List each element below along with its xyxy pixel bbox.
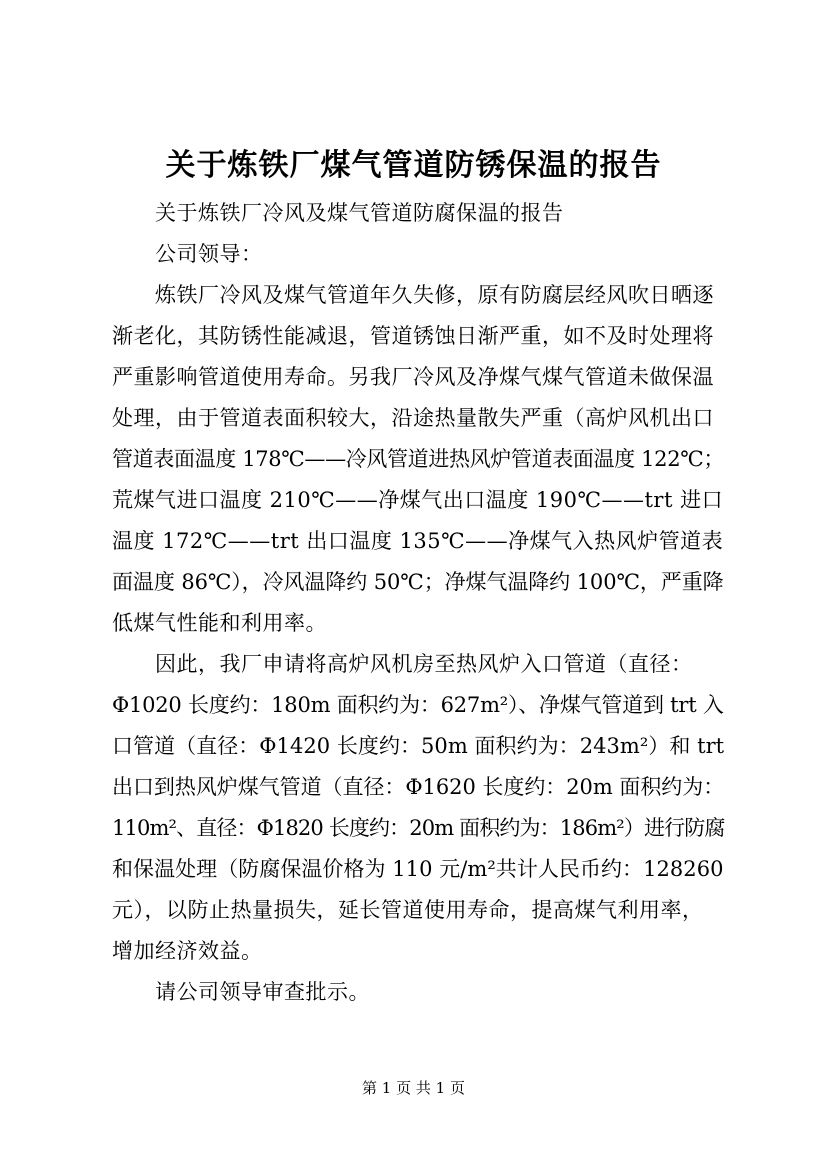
paragraph-1-line: 管道表面温度 178℃——冷风管道进热风炉管道表面温度 122℃； <box>112 447 724 471</box>
document-body <box>112 193 724 1013</box>
page-footer: 第 1 页 共 1 页 <box>362 1079 465 1097</box>
paragraph-1-line: 面温度 86℃），冷风温降约 50℃；净煤气温降约 100℃，严重降 <box>112 570 724 594</box>
paragraph-1-line: 荒煤气进口温度 210℃——净煤气出口温度 190℃——trt 进口 <box>112 488 724 512</box>
closing-line: 请公司领导审查批示。 <box>155 980 370 1004</box>
paragraph-2-line: 口管道（直径：Φ1420 长度约：50m 面积约为：243m²）和 trt <box>112 734 725 758</box>
paragraph-2-line: 和保温处理（防腐保温价格为 110 元/m²共计人民币约：128260 <box>112 857 724 881</box>
paragraph-2-line: 因此，我厂申请将高炉风机房至热风炉入口管道（直径： <box>155 652 693 676</box>
subtitle: 关于炼铁厂冷风及煤气管道防腐保温的报告 <box>155 201 564 225</box>
salutation: 公司领导： <box>155 242 263 266</box>
paragraph-1-line: 温度 172℃——trt 出口温度 135℃——净煤气入热风炉管道表 <box>112 529 724 553</box>
paragraph-2-line: Φ1020 长度约：180m 面积约为：627m²）、净煤气管道到 trt 入 <box>112 693 724 717</box>
paragraph-1-line: 严重影响管道使用寿命。另我厂冷风及净煤气煤气管道未做保温 <box>112 365 714 389</box>
paragraph-1-line: 炼铁厂冷风及煤气管道年久失修，原有防腐层经风吹日晒逐 <box>155 283 714 307</box>
paragraph-2-line: 元），以防止热量损失，延长管道使用寿命，提高煤气利用率， <box>112 898 704 922</box>
paragraph-1-line: 处理，由于管道表面积较大，沿途热量散失严重（高炉风机出口 <box>112 406 714 430</box>
paragraph-2-line: 110m²、直径：Φ1820 长度约：20m 面积约为：186m²）进行防腐 <box>112 816 725 840</box>
paragraph-1-line: 渐老化，其防锈性能减退，管道锈蚀日渐严重，如不及时处理将 <box>112 324 714 348</box>
paragraph-1-line: 低煤气性能和利用率。 <box>112 611 327 635</box>
paragraph-2-line: 出口到热风炉煤气管道（直径：Φ1620 长度约：20m 面积约为： <box>112 775 725 799</box>
document-title: 关于炼铁厂煤气管道防锈保温的报告 <box>165 148 662 183</box>
paragraph-2-line: 增加经济效益。 <box>112 939 263 963</box>
